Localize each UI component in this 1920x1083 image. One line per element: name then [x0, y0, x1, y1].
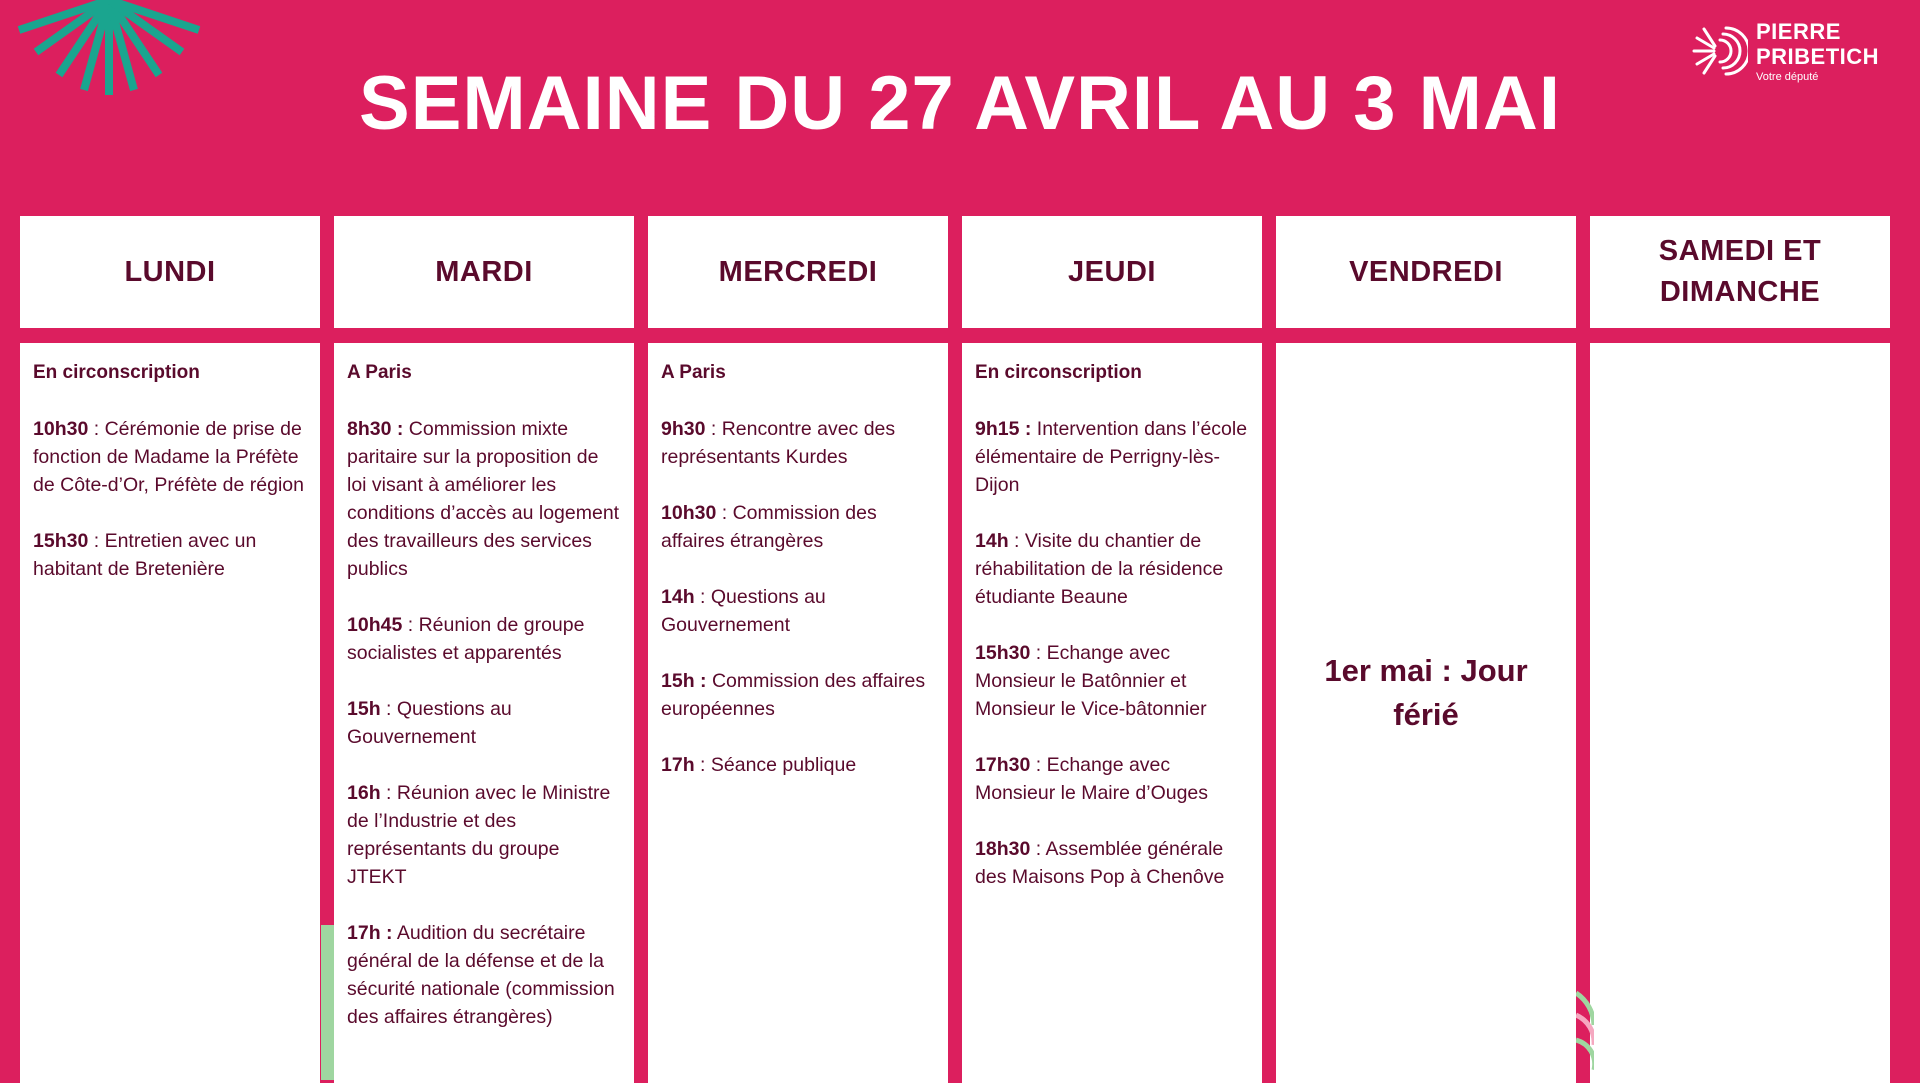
agenda-event: 15h : Questions au Gouvernement [347, 698, 512, 748]
location-label: En circonscription [975, 362, 1142, 383]
decorative-arc-icon [1576, 985, 1594, 1080]
agenda-event: 16h : Réunion avec le Ministre de l’Industrie et des représentants du groupe JTEKT [347, 782, 611, 888]
day-header-line2: DIMANCHE [1659, 276, 1821, 308]
logo-name-line1: PIERRE [1756, 19, 1841, 44]
event-text: Visite du chantier de réhabilitation de la résidence étudiante Beaune [975, 530, 1224, 608]
agenda-event: 9h30 : Rencontre avec des représentants Kurdes [661, 418, 896, 468]
event-time: 10h45 [347, 614, 403, 636]
event-time: 15h : [661, 670, 707, 692]
agenda-event: 10h45 : Réunion de groupe socialistes et apparentés [347, 614, 585, 664]
day-column-vendredi [1276, 216, 1576, 1080]
agenda-event [975, 415, 1250, 499]
agenda-event: 17h30 : Echange avec Monsieur le Maire d’Ouges [975, 754, 1209, 804]
logo-name-line2: PRIBETICH [1756, 44, 1880, 69]
event-text: Rencontre avec des représentants Kurdes [661, 418, 896, 468]
page-title: SEMAINE DU 27 AVRIL AU 3 MAI [359, 61, 1561, 146]
agenda-event: 15h30 : Echange avec Monsieur le Batônnier et Monsieur le Vice-bâtonnier [975, 642, 1207, 720]
holiday-line1: 1er mai : Jour [1324, 653, 1528, 688]
event-text: Intervention dans l’école élémentaire de Perrigny-lès-Dijon [975, 418, 1248, 496]
event-time: 16h [347, 782, 381, 804]
logo [1690, 16, 1890, 86]
event-time: 18h30 [975, 838, 1031, 860]
day-column-weekend [1590, 216, 1890, 1080]
event-text: Echange avec Monsieur le Batônnier et Monsieur le Vice-bâtonnier [975, 642, 1207, 720]
logo-subtitle: Votre député [1756, 71, 1819, 83]
event-time: 10h30 [661, 502, 717, 524]
day-body [648, 343, 948, 1083]
day-header: JEUDI [962, 216, 1262, 328]
day-column-jeudi [962, 216, 1262, 1080]
event-time: 10h30 [33, 418, 89, 440]
event-time: 14h [661, 586, 695, 608]
day-column-lundi [20, 216, 320, 1080]
location-label: A Paris [347, 362, 412, 383]
event-time: 17h : [347, 922, 393, 944]
day-header: MERCREDI [648, 216, 948, 328]
agenda-event: 15h30 : Entretien avec un habitant de Bretenière [33, 530, 257, 580]
agenda-event: 14h : Questions au Gouvernement [661, 586, 826, 636]
event-time: 15h [347, 698, 381, 720]
event-time: 17h [661, 754, 695, 776]
day-header [1590, 216, 1890, 328]
holiday-line2: férié [1393, 697, 1459, 732]
radiating-arcs-logo-icon [1690, 22, 1748, 80]
day-body [334, 343, 634, 1083]
day-header: MARDI [334, 216, 634, 328]
weekly-agenda-grid [20, 216, 1892, 1080]
day-body [962, 343, 1262, 1083]
event-text: Assemblée générale des Maisons Pop à Chenôve [975, 838, 1225, 888]
event-text: Réunion avec le Ministre de l’Industrie et des représentants du groupe JTEKT [347, 782, 611, 888]
agenda-event [347, 919, 622, 1031]
event-time: 9h15 : [975, 418, 1032, 440]
day-header: LUNDI [20, 216, 320, 328]
event-text: Entretien avec un habitant de Bretenière [33, 530, 257, 580]
event-text: Commission des affaires européennes [661, 670, 926, 720]
agenda-event: 17h : Séance publique [661, 754, 857, 776]
agenda-event: 10h30 : Commission des affaires étrangères [661, 502, 877, 552]
event-time: 15h30 [33, 530, 89, 552]
day-header: VENDREDI [1276, 216, 1576, 328]
event-text: Séance publique [710, 754, 857, 776]
day-body [20, 343, 320, 1083]
location-label: A Paris [661, 362, 726, 383]
day-column-mardi [334, 216, 634, 1080]
event-time: 15h30 [975, 642, 1031, 664]
event-text: Audition du secrétaire général de la défense et de la sécurité nationale (commission des affaires étrangères) [347, 922, 615, 1028]
event-time: 8h30 : [347, 418, 404, 440]
event-text: Commission des affaires étrangères [661, 502, 877, 552]
day-body [1276, 343, 1576, 1083]
agenda-event: 18h30 : Assemblée générale des Maisons Pop à Chenôve [975, 838, 1225, 888]
event-text: Questions au Gouvernement [347, 698, 512, 748]
agenda-event [661, 667, 936, 723]
location-label: En circonscription [33, 362, 200, 383]
event-text: Cérémonie de prise de fonction de Madame la Préfète de Côte-d’Or, Préfète de région [33, 418, 304, 496]
event-time: 9h30 [661, 418, 706, 440]
agenda-event: 10h30 : Cérémonie de prise de fonction de Madame la Préfète de Côte-d’Or, Préfète de région [33, 418, 304, 496]
event-text: Questions au Gouvernement [661, 586, 826, 636]
event-text: Commission mixte paritaire sur la proposition de loi visant à améliorer les conditions d’accès au logement des travailleurs des services publics [347, 418, 620, 580]
holiday-notice [1276, 343, 1576, 1083]
event-time: 17h30 [975, 754, 1031, 776]
agenda-event [347, 415, 622, 583]
event-text: Réunion de groupe socialistes et apparentés [347, 614, 585, 664]
agenda-event: 14h : Visite du chantier de réhabilitation de la résidence étudiante Beaune [975, 530, 1224, 608]
event-text: Echange avec Monsieur le Maire d’Ouges [975, 754, 1209, 804]
day-column-mercredi [648, 216, 948, 1080]
day-body [1590, 343, 1890, 1083]
event-time: 14h [975, 530, 1009, 552]
day-header-line1: SAMEDI ET [1658, 235, 1822, 267]
decorative-green-shape [321, 925, 334, 1080]
